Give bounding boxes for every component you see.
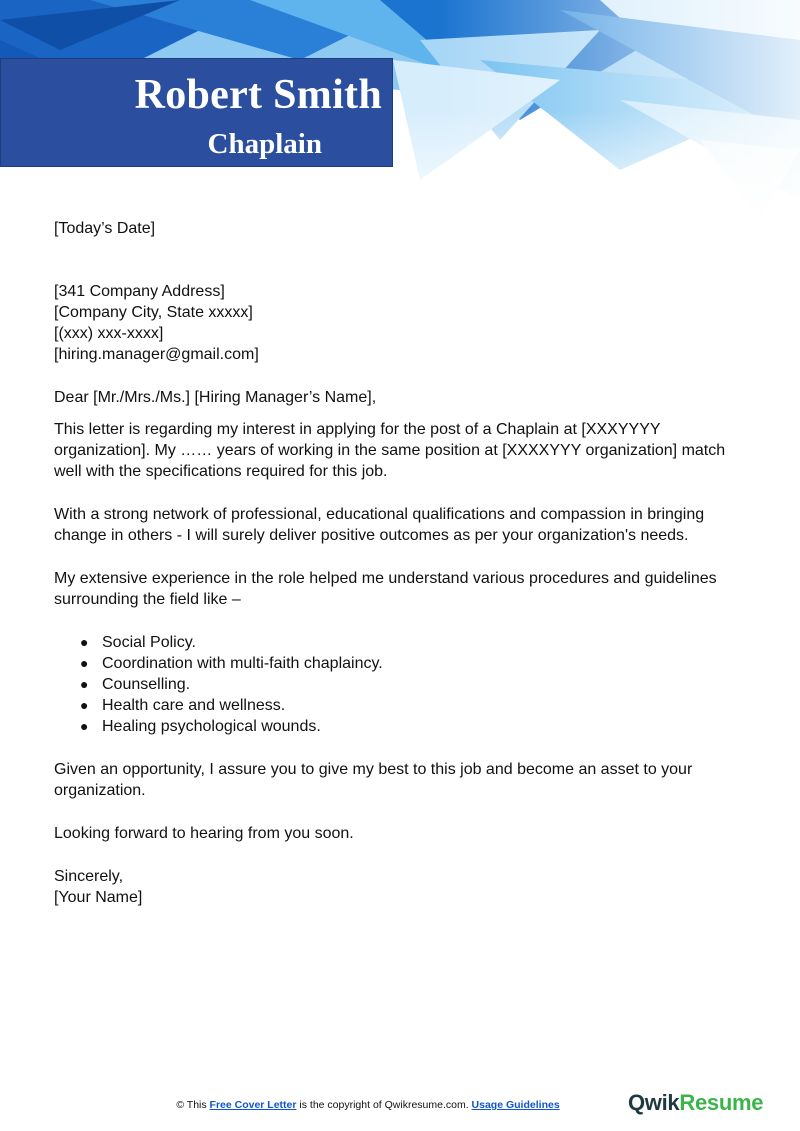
- cover-letter-body: [54, 218, 754, 908]
- paragraph-network: With a strong network of professional, educational qualifications and compassion in bringing change in others - I will surely deliver positive outcomes as per your organization's needs.: [54, 506, 705, 544]
- name-header-box: [0, 58, 393, 167]
- skills-bullet-list: [54, 632, 754, 737]
- list-item: ● Health care and wellness.: [80, 697, 286, 714]
- address-line: [hiring.manager@gmail.com]: [54, 346, 259, 363]
- usage-guidelines-link[interactable]: Usage Guidelines: [471, 1099, 560, 1111]
- list-item: ● Social Policy.: [80, 634, 196, 651]
- address-line: [341 Company Address]: [54, 283, 225, 300]
- recipient-address: [54, 281, 754, 365]
- paragraph-closing-remark: Looking forward to hearing from you soon.: [54, 825, 354, 842]
- signature-name: [Your Name]: [54, 889, 143, 906]
- free-cover-letter-link[interactable]: Free Cover Letter: [209, 1099, 297, 1111]
- paragraph-opportunity: Given an opportunity, I assure you to give my best to this job and become an asset to your organization.: [54, 761, 693, 799]
- qwikresume-logo[interactable]: QwikResume: [628, 1090, 764, 1115]
- address-line: [(xxx) xxx-xxxx]: [54, 325, 164, 342]
- list-item: ● Healing psychological wounds.: [80, 718, 321, 735]
- list-item: ● Counselling.: [80, 676, 191, 693]
- bullet-icon: ●: [80, 718, 89, 734]
- bullet-icon: ●: [80, 676, 89, 692]
- job-title: Chaplain: [207, 128, 322, 160]
- letter-date: [Today’s Date]: [54, 220, 156, 237]
- bullet-icon: ●: [80, 634, 89, 650]
- copyright-footer: © This Free Cover Letter is the copyright of Qwikresume.com. Usage Guidelines: [176, 1099, 560, 1111]
- bullet-icon: ●: [80, 697, 89, 713]
- bullet-icon: ●: [80, 655, 89, 671]
- closing: Sincerely,: [54, 868, 124, 885]
- paragraph-experience: My extensive experience in the role helped me understand various procedures and guidelines surrounding the field like –: [54, 570, 717, 608]
- paragraph-interest: This letter is regarding my interest in applying for the post of a Chaplain at [XXXYYYY organization]. My …… years of working in the same position at [XXXXYYY organization] match well with the specifications required for this job.: [54, 421, 726, 480]
- salutation: Dear [Mr./Mrs./Ms.] [Hiring Manager’s Name],: [54, 389, 377, 406]
- list-item: ● Coordination with multi-faith chaplaincy.: [80, 655, 383, 672]
- candidate-name: Robert Smith: [134, 72, 382, 118]
- address-line: [Company City, State xxxxx]: [54, 304, 253, 321]
